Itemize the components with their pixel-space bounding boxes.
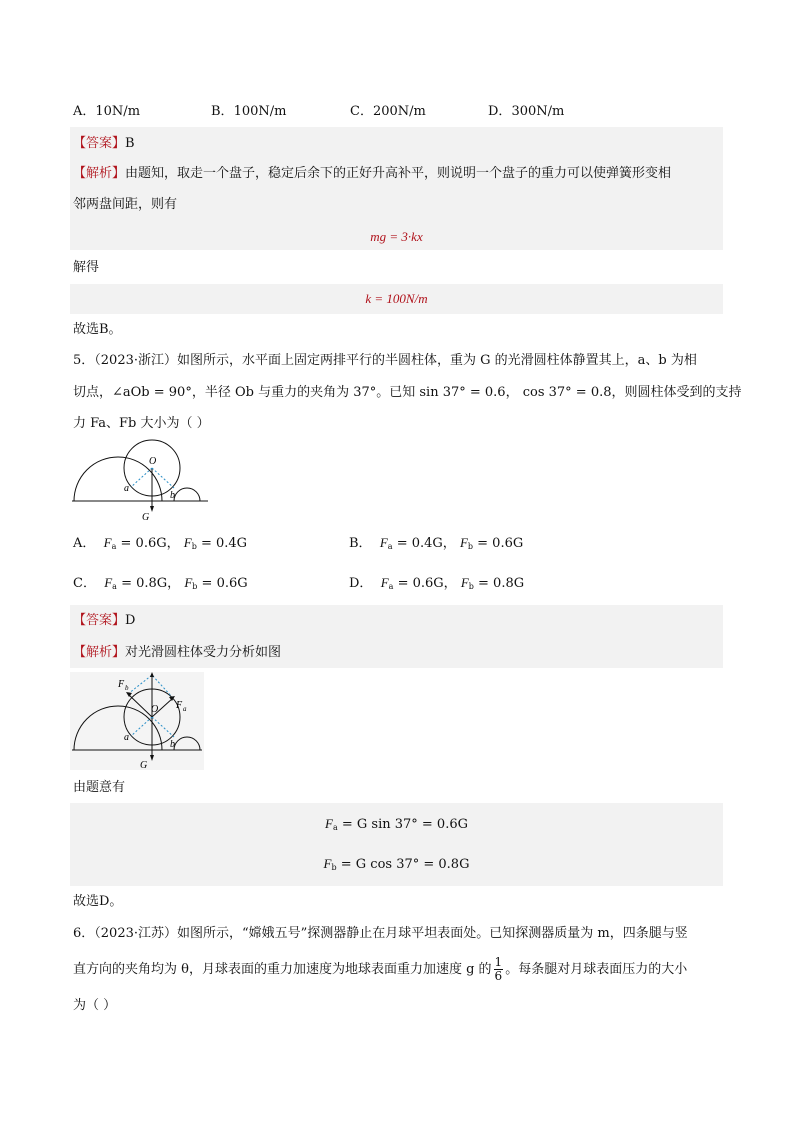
q6-fraction: $\frac{1}{6}$ [494,955,503,983]
q5-conclusion: 故选D。 [73,894,123,909]
q5-stem-line3: 力 Fa、Fb 大小为（ ） [73,416,210,431]
fig2-label-fb: F [118,679,125,690]
q5-equation-1: $F_a = G$ sin 37° = 0.6G [324,816,468,832]
q4-answer: 【答案】B [73,136,135,151]
q4-conclusion: 故选B。 [73,322,122,337]
q4-analysis-line2: 邻两盘间距，则有 [73,197,178,212]
q4-analysis-line1: 【解析】由题知，取走一个盘子，稳定后余下的正好升高补平，则说明一个盘子的重力可以使弹簧形变相 [73,166,672,181]
q5-figure [70,438,210,528]
fig2-label-g: G [140,760,148,770]
fig2-label-a: a [124,732,129,743]
q6-stem-line1: 6．（2023·江苏）如图所示，“嫦娥五号”探测器静止在月球平坦表面处。已知探测器质量为 m，四条腿与竖 [73,926,688,941]
q4-equation-1: mg = 3·kx [370,229,423,244]
q5-equation-2: $F_b = G$ cos 37° = 0.8G [323,856,470,872]
q4-equation-2: k = 100N/m [365,291,428,306]
q4-option-d: D．300N/m [488,104,565,119]
fig2-label-b: b [170,739,175,750]
fig1-label-g: G [142,512,150,523]
fig1-label-b: b [170,490,175,501]
q5-option-a: A． $F_a = 0.6G$， $F_b = 0.4G$ [73,535,248,551]
q5-option-b: B． $F_a = 0.4G$， $F_b = 0.6G$ [349,535,524,551]
q4-option-a: A．10N/m [73,104,141,119]
fig2-label-fa-sub: a [183,705,187,713]
q4-option-c: C．200N/m [350,104,426,119]
q6-stem-line2: 直方向的夹角均为 θ，月球表面的重力加速度为地球表面重力加速度 g 的 $\frac{1}{6}$ 。每条腿对月球表面压力的大小 [73,955,688,983]
q5-from-text: 由题意有 [73,780,126,795]
fig1-label-a: a [124,483,129,494]
q5-option-c: C． $F_a = 0.8G$， $F_b = 0.6G$ [73,575,248,591]
fig1-label-o: O [149,456,157,467]
q5-force-diagram [70,672,204,770]
fig2-label-o: O [151,704,159,715]
q5-answer: 【答案】D [73,613,136,628]
q6-stem-line3: 为（ ） [73,998,117,1013]
q5-stem-line2: 切点，∠aOb = 90°，半径 Ob 与重力的夹角为 37°。已知 sin 37° = 0.6， cos 37° = 0.8，则圆柱体受到的支持 [73,385,742,400]
q4-solve-label: 解得 [73,260,100,275]
q5-stem-line1: 5．（2023·浙江）如图所示，水平面上固定两排平行的半圆柱体，重为 G 的光滑圆柱体静置其上，a、b 为相 [73,353,697,368]
fig2-label-fa: F [176,700,183,711]
fig2-label-fb-sub: b [125,684,129,692]
q4-option-b: B．100N/m [211,104,287,119]
q5-option-d: D． $F_a = 0.6G$， $F_b = 0.8G$ [349,575,525,591]
q5-analysis: 【解析】对光滑圆柱体受力分析如图 [73,645,282,660]
